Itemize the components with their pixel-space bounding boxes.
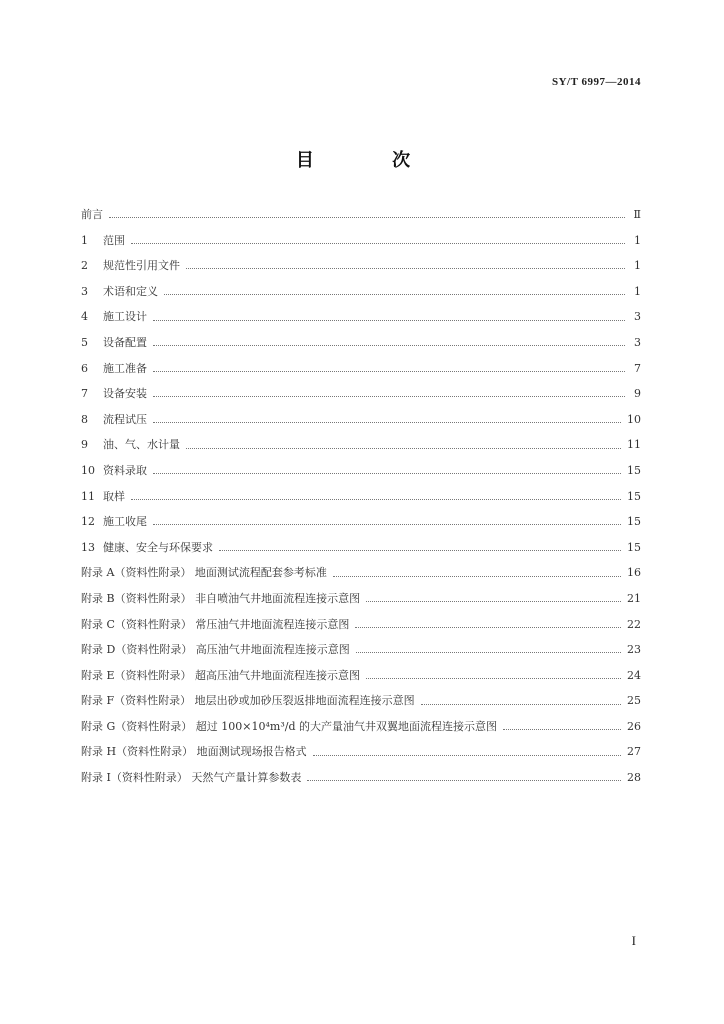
toc-entry[interactable]: [81, 765, 641, 791]
toc-dot-leader: [164, 294, 625, 295]
toc-dot-leader: [153, 524, 621, 525]
toc-entry-title: 资料录取: [103, 463, 147, 477]
toc-dot-leader: [153, 320, 625, 321]
toc-entry-title: 前言: [81, 208, 103, 221]
toc-dot-leader: [153, 422, 621, 423]
toc-entry-title: 取样: [103, 489, 125, 503]
page-number: I: [631, 933, 636, 948]
toc-entry-page: 24: [627, 668, 641, 682]
toc-entry-page: 23: [627, 643, 641, 657]
toc-dot-leader: [307, 780, 621, 781]
toc-entry-number: 2: [81, 259, 88, 273]
toc-entry[interactable]: [81, 407, 641, 433]
toc-entry[interactable]: [81, 535, 641, 561]
toc-entry-number: 5: [81, 335, 88, 349]
toc-entry-title: 附录 I（资料性附录） 天然气产量计算参数表: [81, 771, 302, 785]
toc-entry-number: 4: [81, 310, 88, 324]
toc-entry-page: 28: [627, 771, 641, 785]
toc-entry[interactable]: [81, 637, 641, 663]
toc-dot-leader: [186, 268, 625, 269]
toc-entry-page: 3: [634, 310, 641, 324]
toc-entry-number: 10: [81, 463, 95, 477]
toc-entry-number: 9: [81, 438, 88, 452]
page-title: 目 次: [295, 150, 447, 171]
toc-entry-title: 施工准备: [103, 361, 147, 375]
toc-entry[interactable]: [81, 381, 641, 407]
toc-entry-title: 健康、安全与环保要求: [103, 540, 213, 554]
toc-dot-leader: [186, 448, 621, 449]
toc-entry[interactable]: [81, 356, 641, 382]
toc-entry-page: 7: [634, 361, 641, 375]
toc-entry-number: 1: [81, 233, 88, 247]
toc-entry-page: 22: [627, 617, 641, 631]
toc-entry[interactable]: [81, 279, 641, 305]
toc-entry-page: 15: [627, 515, 641, 529]
toc-entry-title: 设备配置: [103, 335, 147, 349]
toc-entry-title: 附录 A（资料性附录） 地面测试流程配套参考标准: [81, 566, 327, 580]
toc-entry-page: 11: [627, 438, 641, 452]
toc-entry-number: 11: [81, 489, 95, 503]
toc-entry[interactable]: [81, 586, 641, 612]
toc-entry-title: 术语和定义: [103, 284, 158, 298]
toc-entry-title: 附录 E（资料性附录） 超高压油气井地面流程连接示意图: [81, 668, 361, 682]
toc-entry[interactable]: [81, 432, 641, 458]
toc-entry-number: 13: [81, 540, 95, 554]
toc-entry[interactable]: [81, 202, 641, 228]
toc-dot-leader: [153, 371, 625, 372]
toc-entry-number: 12: [81, 515, 95, 529]
toc-entry-page: 3: [634, 335, 641, 349]
toc-entry-page: 15: [627, 463, 641, 477]
toc-entry[interactable]: [81, 739, 641, 765]
toc-entry[interactable]: [81, 612, 641, 638]
toc-entry-page: 9: [634, 387, 641, 401]
document-code: SY/T 6997—2014: [551, 76, 641, 88]
toc-entry-title: 规范性引用文件: [103, 259, 180, 273]
toc-entry-number: 3: [81, 284, 88, 298]
toc-dot-leader: [109, 217, 625, 218]
toc-entry[interactable]: [81, 458, 641, 484]
toc-entry[interactable]: [81, 560, 641, 586]
toc-dot-leader: [366, 678, 621, 679]
toc-entry-title: 附录 H（资料性附录） 地面测试现场报告格式: [81, 745, 307, 759]
toc-entry-page: Ⅱ: [633, 208, 641, 221]
toc-entry[interactable]: [81, 509, 641, 535]
toc-entry-title: 附录 D（资料性附录） 高压油气井地面流程连接示意图: [81, 643, 350, 657]
toc-entry[interactable]: [81, 688, 641, 714]
toc-dot-leader: [153, 396, 625, 397]
toc-dot-leader: [355, 627, 621, 628]
toc-entry-page: 27: [627, 745, 641, 759]
toc-dot-leader: [333, 576, 621, 577]
table-of-contents: [81, 202, 641, 791]
toc-entry[interactable]: [81, 253, 641, 279]
toc-dot-leader: [421, 704, 621, 705]
toc-entry-title: 范围: [103, 233, 125, 247]
toc-entry-title: 设备安装: [103, 387, 147, 401]
toc-dot-leader: [153, 473, 621, 474]
toc-dot-leader: [153, 345, 625, 346]
toc-entry-page: 15: [627, 489, 641, 503]
toc-entry-page: 15: [627, 540, 641, 554]
toc-entry-title: 附录 G（资料性附录） 超过 100×10⁴m³/d 的大产量油气井双翼地面流程连接示意图: [81, 719, 497, 733]
toc-dot-leader: [313, 755, 621, 756]
toc-entry-page: 26: [627, 719, 641, 733]
toc-entry[interactable]: [81, 330, 641, 356]
toc-dot-leader: [219, 550, 621, 551]
toc-dot-leader: [503, 729, 621, 730]
toc-entry[interactable]: [81, 663, 641, 689]
toc-entry-page: 21: [627, 591, 641, 605]
toc-entry[interactable]: [81, 228, 641, 254]
toc-entry-title: 油、气、水计量: [103, 438, 180, 452]
toc-entry-page: 1: [634, 284, 641, 298]
toc-entry-number: 8: [81, 412, 88, 426]
toc-entry-title: 施工收尾: [103, 515, 147, 529]
toc-entry-page: 10: [627, 412, 641, 426]
toc-entry-title: 附录 B（资料性附录） 非自喷油气井地面流程连接示意图: [81, 591, 361, 605]
toc-dot-leader: [366, 601, 621, 602]
toc-entry-number: 7: [81, 387, 88, 401]
toc-dot-leader: [356, 652, 621, 653]
toc-dot-leader: [131, 499, 621, 500]
toc-entry-page: 1: [634, 233, 641, 247]
toc-entry[interactable]: [81, 304, 641, 330]
toc-entry-page: 1: [634, 259, 641, 273]
toc-entry-page: 25: [627, 694, 641, 708]
toc-entry-title: 流程试压: [103, 412, 147, 426]
toc-entry-title: 附录 C（资料性附录） 常压油气井地面流程连接示意图: [81, 617, 350, 631]
toc-entry[interactable]: [81, 484, 641, 510]
toc-dot-leader: [131, 243, 625, 244]
toc-entry-number: 6: [81, 361, 88, 375]
toc-entry-title: 施工设计: [103, 310, 147, 324]
toc-entry[interactable]: [81, 714, 641, 740]
toc-entry-page: 16: [627, 566, 641, 580]
toc-entry-title: 附录 F（资料性附录） 地层出砂或加砂压裂返排地面流程连接示意图: [81, 694, 415, 708]
